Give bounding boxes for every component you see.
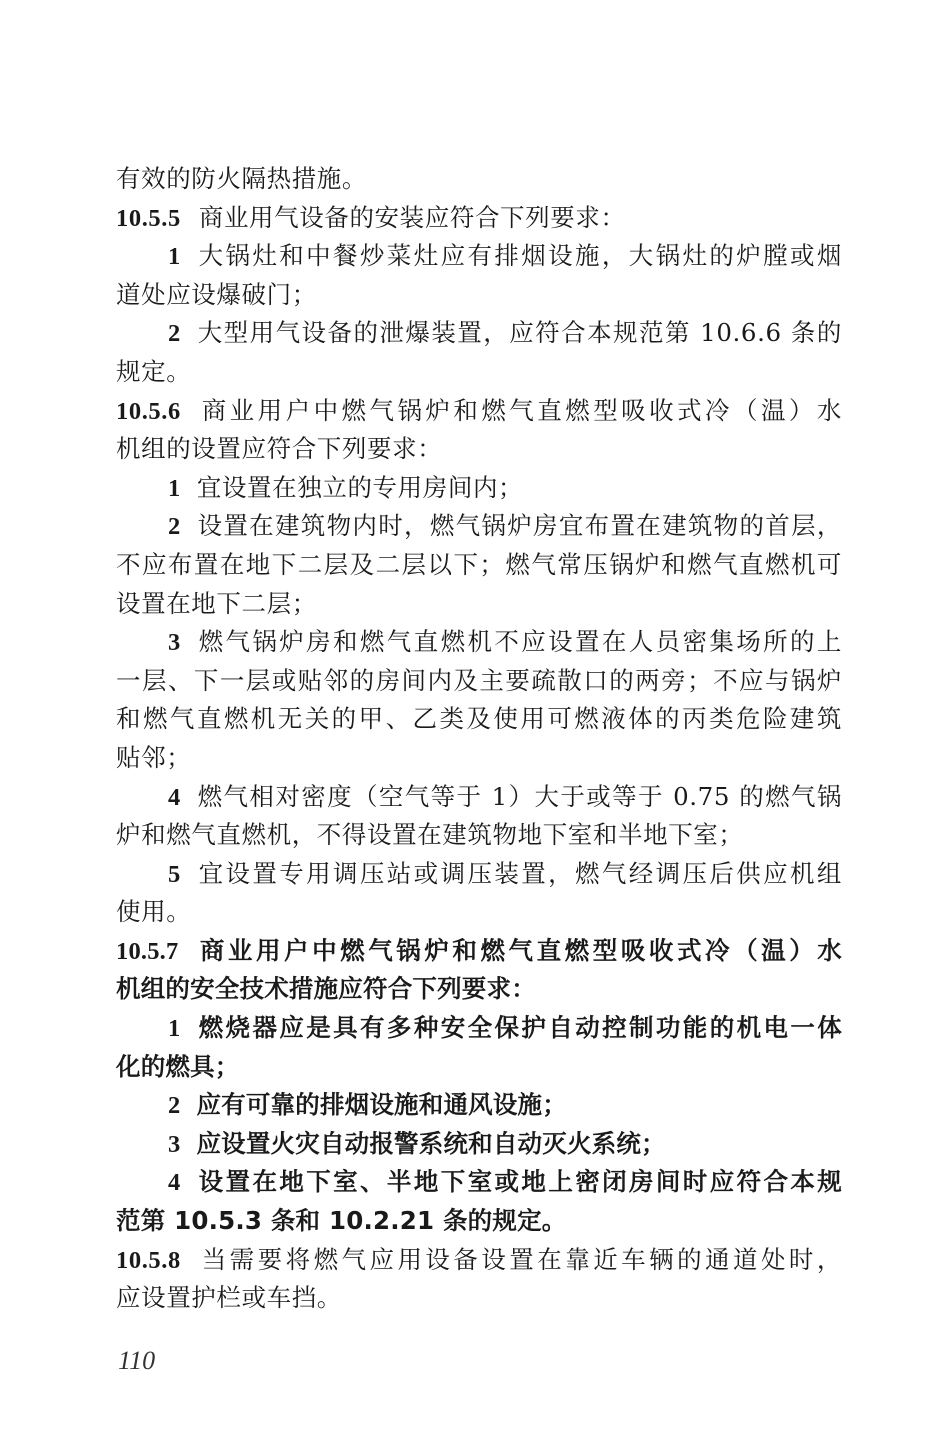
list-item	[116, 1125, 842, 1164]
clause-text: 商业用气设备的安装应符合下列要求：	[198, 202, 626, 232]
line-text: 贴邻；	[116, 742, 192, 772]
clause-text: 商业用户中燃气锅炉和燃气直燃型吸收式冷（温）水	[196, 935, 842, 965]
text-line	[116, 893, 842, 932]
text-line	[116, 1279, 842, 1318]
item-text: 应有可靠的排烟设施和通风设施；	[196, 1090, 567, 1120]
clause-number: 10.5.8	[116, 1246, 181, 1274]
text-line	[116, 585, 842, 624]
line-text: 和燃气直燃机无关的甲、乙类及使用可燃液体的丙类危险建筑	[116, 704, 842, 734]
item-text: 宜设置在独立的专用房间内；	[196, 472, 524, 502]
item-text: 设置在地下室、半地下室或地上密闭房间时应符合本规	[196, 1167, 842, 1197]
text-line	[116, 353, 842, 392]
list-item	[116, 314, 842, 353]
line-text: 范第 10.5.3 条和 10.2.21 条的规定。	[116, 1206, 567, 1236]
item-number: 5	[168, 860, 181, 888]
list-item	[116, 237, 842, 276]
item-text: 宜设置专用调压站或调压装置，燃气经调压后供应机组	[196, 858, 842, 888]
item-text: 应设置火灾自动报警系统和自动灭火系统；	[196, 1128, 666, 1158]
clause-number: 10.5.7	[116, 937, 179, 965]
line-text: 炉和燃气直燃机，不得设置在建筑物地下室和半地下室；	[116, 820, 744, 850]
item-number: 4	[168, 783, 181, 811]
text-line	[116, 276, 842, 315]
list-item	[116, 1086, 842, 1125]
item-text: 燃烧器应是具有多种安全保护自动控制功能的机电一体	[196, 1013, 842, 1043]
line-text: 设置在地下二层；	[116, 588, 317, 618]
item-text: 大锅灶和中餐炒菜灶应有排烟设施，大锅灶的炉膛或烟	[196, 241, 842, 271]
text-line	[116, 546, 842, 585]
text-line	[116, 430, 842, 469]
text-line	[116, 662, 842, 701]
item-number: 1	[168, 474, 181, 502]
item-number: 2	[168, 1092, 181, 1120]
line-text: 机组的安全技术措施应符合下列要求：	[116, 974, 536, 1004]
item-text: 大型用气设备的泄爆装置，应符合本规范第 10.6.6 条的	[196, 318, 842, 348]
list-item	[116, 623, 842, 662]
line-text: 道处应设爆破门；	[116, 279, 317, 309]
list-item	[116, 469, 842, 508]
item-number: 3	[168, 629, 181, 657]
line-text: 有效的防火隔热措施。	[116, 164, 367, 193]
line-text: 一层、下一层或贴邻的房间内及主要疏散口的两旁；不应与锅炉	[116, 665, 842, 695]
item-number: 4	[168, 1169, 181, 1197]
item-number: 2	[168, 320, 181, 348]
text-line	[116, 700, 842, 739]
item-text: 设置在建筑物内时，燃气锅炉房宜布置在建筑物的首层，	[196, 511, 842, 541]
line-text: 规定。	[116, 356, 192, 386]
list-item	[116, 855, 842, 894]
line-text: 使用。	[116, 897, 192, 927]
text-line	[116, 739, 842, 778]
item-number: 3	[168, 1130, 181, 1158]
document-body	[116, 160, 842, 1318]
clause-heading-10-5-6	[116, 392, 842, 431]
line-text: 应设置护栏或车挡。	[116, 1283, 342, 1313]
item-text: 燃气锅炉房和燃气直燃机不应设置在人员密集场所的上	[196, 627, 842, 657]
line-text: 机组的设置应符合下列要求：	[116, 434, 443, 464]
item-number: 1	[168, 1015, 181, 1043]
text-line	[116, 816, 842, 855]
clause-heading-10-5-7	[116, 932, 842, 971]
clause-text: 当需要将燃气应用设备设置在靠近车辆的通道处时，	[198, 1244, 842, 1274]
text-line	[116, 160, 842, 199]
list-item	[116, 1009, 842, 1048]
line-text: 化的燃具；	[116, 1051, 240, 1081]
item-text: 燃气相对密度（空气等于 1）大于或等于 0.75 的燃气锅	[196, 781, 842, 811]
item-number: 1	[168, 243, 181, 271]
list-item	[116, 1163, 842, 1202]
clause-number: 10.5.6	[116, 397, 181, 425]
text-line	[116, 970, 842, 1009]
clause-heading-10-5-8	[116, 1241, 842, 1280]
page-number: 110	[118, 1346, 156, 1375]
line-text: 不应布置在地下二层及二层以下；燃气常压锅炉和燃气直燃机可	[116, 549, 842, 579]
list-item	[116, 778, 842, 817]
clause-heading-10-5-5	[116, 199, 842, 238]
text-line	[116, 1048, 842, 1087]
item-number: 2	[168, 513, 181, 541]
clause-number: 10.5.5	[116, 204, 181, 232]
clause-text: 商业用户中燃气锅炉和燃气直燃型吸收式冷（温）水	[198, 395, 842, 425]
list-item	[116, 507, 842, 546]
text-line	[116, 1202, 842, 1241]
